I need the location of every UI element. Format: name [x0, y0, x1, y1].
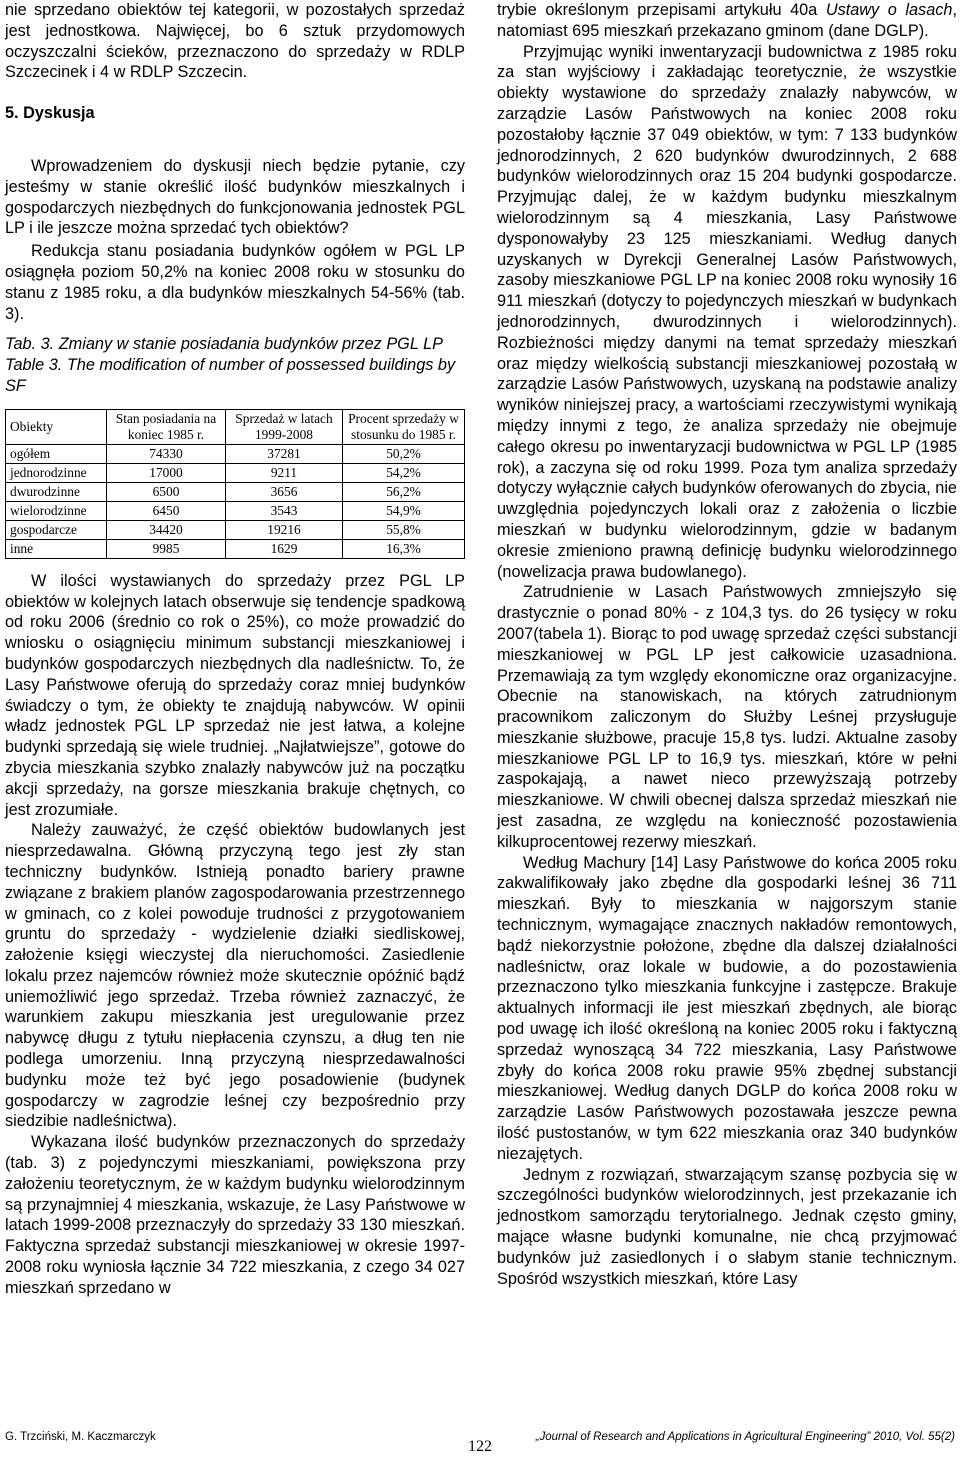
table-cell: dwurodzinne [6, 482, 107, 501]
table-row [6, 463, 465, 482]
text-run: trybie określonym przepisami artykułu 40a [497, 1, 826, 19]
table-cell: gospodarcze [6, 520, 107, 539]
page-number: 122 [468, 1438, 492, 1455]
table-header-cell: Stan posiadania na koniec 1985 r. [107, 409, 226, 444]
table-cell: 6450 [107, 501, 226, 520]
right-paragraph-3: Zatrudnienie w Lasach Państwowych zmniejszyło się drastycznie o ponad 80% - z 104,3 tys. do 26 tysięcy w roku 2007(tabela 1). Biorąc to pod uwagę sprzedaż części substancji mieszkaniowej w PGL LP jest całkowicie uzasadniona. Przemawiają za tym względy ekonomiczne oraz organizacyjne. Obecnie na stanowiskach, na których zatrudnionym pracownikom zaliczonym do Służby Leśnej przysługuje mieszkanie służbowe, pracuje 15,8 tys. ludzi. Aktualne zasoby mieszkaniowe PGL LP to 16,9 tys. mieszkań, które w pełni zaspokajają, a nawet nieco przewyższają potrzeby mieszkaniowe. W chwili obecnej dalsza sprzedaż mieszkań nie jest zasadna, ze względu na konieczność pozostawienia kilkuprocentowej rezerwy mieszkań. [497, 583, 957, 851]
right-paragraph-1 [497, 0, 957, 42]
table-cell: 19216 [226, 520, 343, 539]
intro-paragraph: nie sprzedano obiektów tej kategorii, w pozostałych sprzedaż jest jednostkowa. Najwięcej, bo 6 sztuk przydomowych oczyszczalni ścieków, przeznaczono do sprzedaży w RDLP Szczecinek i 4 w RDLP Szczecin. [5, 1, 465, 82]
footer-journal: „Journal of Research and Applications in Agricultural Engineering” 2010, Vol. 55(2) [535, 1431, 955, 1443]
right-column [497, 0, 957, 1289]
buildings-table [5, 409, 465, 559]
table-cell: 37281 [226, 444, 343, 463]
table-cell: 1629 [226, 539, 343, 558]
discussion-paragraph-2: Redukcja stanu posiadania budynków ogółem w PGL LP osiągnęła poziom 50,2% na koniec 2008 roku w stosunku do stanu z 1985 roku, a dla budynków mieszkalnych 54-56% (tab. 3). [5, 242, 465, 323]
table-cell: jednorodzinne [6, 463, 107, 482]
table-cell: 55,8% [343, 520, 465, 539]
law-title: Ustawy o lasach [825, 1, 953, 19]
table-row [6, 444, 465, 463]
table-cell: 56,2% [343, 482, 465, 501]
table-header-cell: Procent sprzedaży w stosunku do 1985 r. [343, 409, 465, 444]
discussion-paragraph-5: Wykazana ilość budynków przeznaczonych do sprzedaży (tab. 3) z pojedynczymi mieszkaniami, powiększona przy założeniu teoretycznym, że w każdym budynku wielorodzinnym są przynajmniej 4 mieszkania, wskazuje, że Lasy Państwowe w latach 1999-2008 przeznaczyły do sprzedaży 33 130 mieszkań. Faktyczna sprzedaż substancji mieszkaniowej w okresie 1997-2008 roku wyniosła łącznie 34 722 mieszkania, z czego 34 027 mieszkań sprzedano w [5, 1133, 465, 1297]
table-header-cell: Obiekty [6, 409, 107, 444]
right-paragraph-5: Jednym z rozwiązań, stwarzającym szansę pozbycia się w szczególności budynków wielorodzinnych, jest przekazanie ich jednostkom samorządu terytorialnego. Jednak często gminy, mające własne budynki komunalne, nie chcą przyjmować budynków już zasiedlonych i o słabym stanie technicznym. Spośród wszystkich mieszkań, które Lasy [497, 1165, 957, 1288]
right-paragraph-2: Przyjmując wyniki inwentaryzacji budownictwa z 1985 roku za stan wyjściowy i zakładając teoretycznie, że wszystkie obiekty wystawione do sprzedaży znalazły nabywców, w zarządzie Lasów Państwowych na koniec 2008 roku pozostałoby łącznie 37 049 obiektów, w tym: 7 133 budynków jednorodzinnych, 2 620 budynków dwurodzinnych, 2 688 budynków wielorodzinnych oraz 15 204 budynki gospodarcze. Przyjmując dalej, że w każdym budynku mieszkalnym wielorodzinnym są 4 mieszkania, Lasy Państwowe dysponowałyby 23 125 mieszkaniami. Według danych uzyskanych w Dyrekcji Generalnej Lasów Państwowych, zasoby mieszkaniowe PGL LP na koniec 2008 roku wynosiły 16 911 mieszkań (dotyczy to pojedynczych mieszkań w budynkach jednorodzinnych, dwurodzinnych i wielorodzinnych). Rozbieżności między danymi na temat sprzedaży mieszkań oraz między wielkością substancji mieszkaniowej pozostałą w zarządzie Lasów Państwowych, uzyskaną na podstawie analizy wyników niniejszej pracy, a wartościami rzeczywistymi wynikają między innymi z tego, że analiza sprzedaży nie obejmuje całego okresu po inwentaryzacji budownictwa w PGL LP (1985 rok), a zaczyna się od roku 1999. Poza tym analiza sprzedaży dotyczy wyłącznie całych budynków oferowanych do zbycia, nie uwzględnia pojedynczych lokali oraz z założenia o liczbie mieszkań w budynku wielorodzinnym, gdzie w badanym okresie zmieniono prawną definicję budynku wielorodzinnego (nowelizacja prawa budowlanego). [497, 42, 957, 581]
table-row [6, 520, 465, 539]
discussion-paragraph-3: W ilości wystawianych do sprzedaży przez PGL LP obiektów w kolejnych latach obserwuje się tendencje spadkową od roku 2006 (średnio co rok o 25%), co może prowadzić do wniosku o osiągnięciu minimum substancji mieszkaniowej i budynków gospodarczych niezbędnych dla nadleśnictw. To, że Lasy Państwowe oferują do sprzedaży coraz mniej budynków świadczy o tym, że obiekty te znajdują nabywców. W opinii władz jednostek PGL LP sprzedaż nie jest łatwa, a kolejne budynki sprzedają się wiele trudniej. „Najłatwiejsze”, gotowe do zbycia mieszkania szybko znalazły nabywców już na początku akcji sprzedaży, na gorsze mieszkania brakuje chętnych, co jest zrozumiałe. [5, 571, 465, 819]
section-heading: 5. Dyskusja [5, 104, 95, 123]
table-row [6, 539, 465, 558]
table-row [6, 501, 465, 520]
footer-authors: G. Trzciński, M. Kaczmarczyk [5, 1431, 156, 1443]
table-row [6, 482, 465, 501]
discussion-paragraph-1: Wprowadzeniem do dyskusji niech będzie pytanie, czy jesteśmy w stanie określić ilość budynków mieszkalnych i gospodarczych niezbędnych do funkcjonowania jednostek PGL LP i ile jeszcze można sprzedać tych obiektów? [5, 156, 465, 238]
table-cell: 54,9% [343, 501, 465, 520]
table-cell: 50,2% [343, 444, 465, 463]
table-cell: 54,2% [343, 463, 465, 482]
table-header-row [6, 409, 465, 444]
table-cell: ogółem [6, 444, 107, 463]
table-cell: 9211 [226, 463, 343, 482]
right-paragraph-4: Według Machury [14] Lasy Państwowe do końca 2005 roku zakwalifikowały jako zbędne dla gospodarki leśnej 36 711 mieszkań. Były to mieszkania w najgorszym stanie technicznym, wymagające znacznych nakładów remontowych, bądź niekorzystnie położone, zbędne dla dalszej działalności nadleśnictw, oraz lokale w budowie, a do pozostawienia przeznaczono tylko mieszkania funkcyjne i zastępcze. Brakuje aktualnych informacji ile jest mieszkań zbędnych, ale biorąc pod uwagę ich ilość określoną na koniec 2005 roku i faktyczną sprzedaż wynoszącą 34 722 mieszkania, Lasy Państwowe zbyły do końca 2008 roku prawie 95% zbędnej substancji mieszkaniowej. Według danych DGLP do końca 2008 roku w zarządzie Lasów Państwowych pozostawała jeszcze pewna ilość pustostanów, w tym 622 mieszkania oraz 340 budynków niezajętych. [497, 853, 957, 1163]
text-run: , natomiast 695 mieszkań przekazano gminom (dane DGLP). [497, 1, 957, 40]
table-cell: 17000 [107, 463, 226, 482]
table-cell: 9985 [107, 539, 226, 558]
discussion-paragraph-4: Należy zauważyć, że część obiektów budowlanych jest niesprzedawalna. Główną przyczyną tego jest zły stan techniczny budynków. Istnieją ponadto bariery prawne związane z brakiem planów zagospodarowania przestrzennego w gminach, co z kolei powoduje trudności z przygotowaniem gruntu do sprzedaży - wydzielenie działki siedliskowej, założenie księgi wieczystej dla nieruchomości. Zasiedlenie lokalu przez najemców również może skutecznie opóźnić bądź uniemożliwić jego sprzedaż. Trzeba również zaznaczyć, że warunkiem zakupu mieszkania jest uregulowanie przez nabywcę długu z tytułu niepłacenia czynszu, a dług ten nie podlega umorzeniu. Inną przyczyną niesprzedawalności budynku może też być jego posadowienie (budynek gospodarczy w zagrodzie leśnej czy bezpośrednio przy siedzibie nadleśnictwa). [5, 821, 465, 1131]
table-header-cell: Sprzedaż w latach 1999-2008 [226, 409, 343, 444]
table-cell: 6500 [107, 482, 226, 501]
table-cell: wielorodzinne [6, 501, 107, 520]
table-cell: 74330 [107, 444, 226, 463]
left-column [5, 0, 465, 1299]
table-cell: 3656 [226, 482, 343, 501]
table-cell: 16,3% [343, 539, 465, 558]
table-cell: 3543 [226, 501, 343, 520]
table-caption-pl: Tab. 3. Zmiany w stanie posiadania budynków przez PGL LP [5, 335, 444, 354]
table-cell: 34420 [107, 520, 226, 539]
table-cell: inne [6, 539, 107, 558]
table-caption-en: Table 3. The modification of number of possessed buildings by SF [5, 356, 456, 395]
